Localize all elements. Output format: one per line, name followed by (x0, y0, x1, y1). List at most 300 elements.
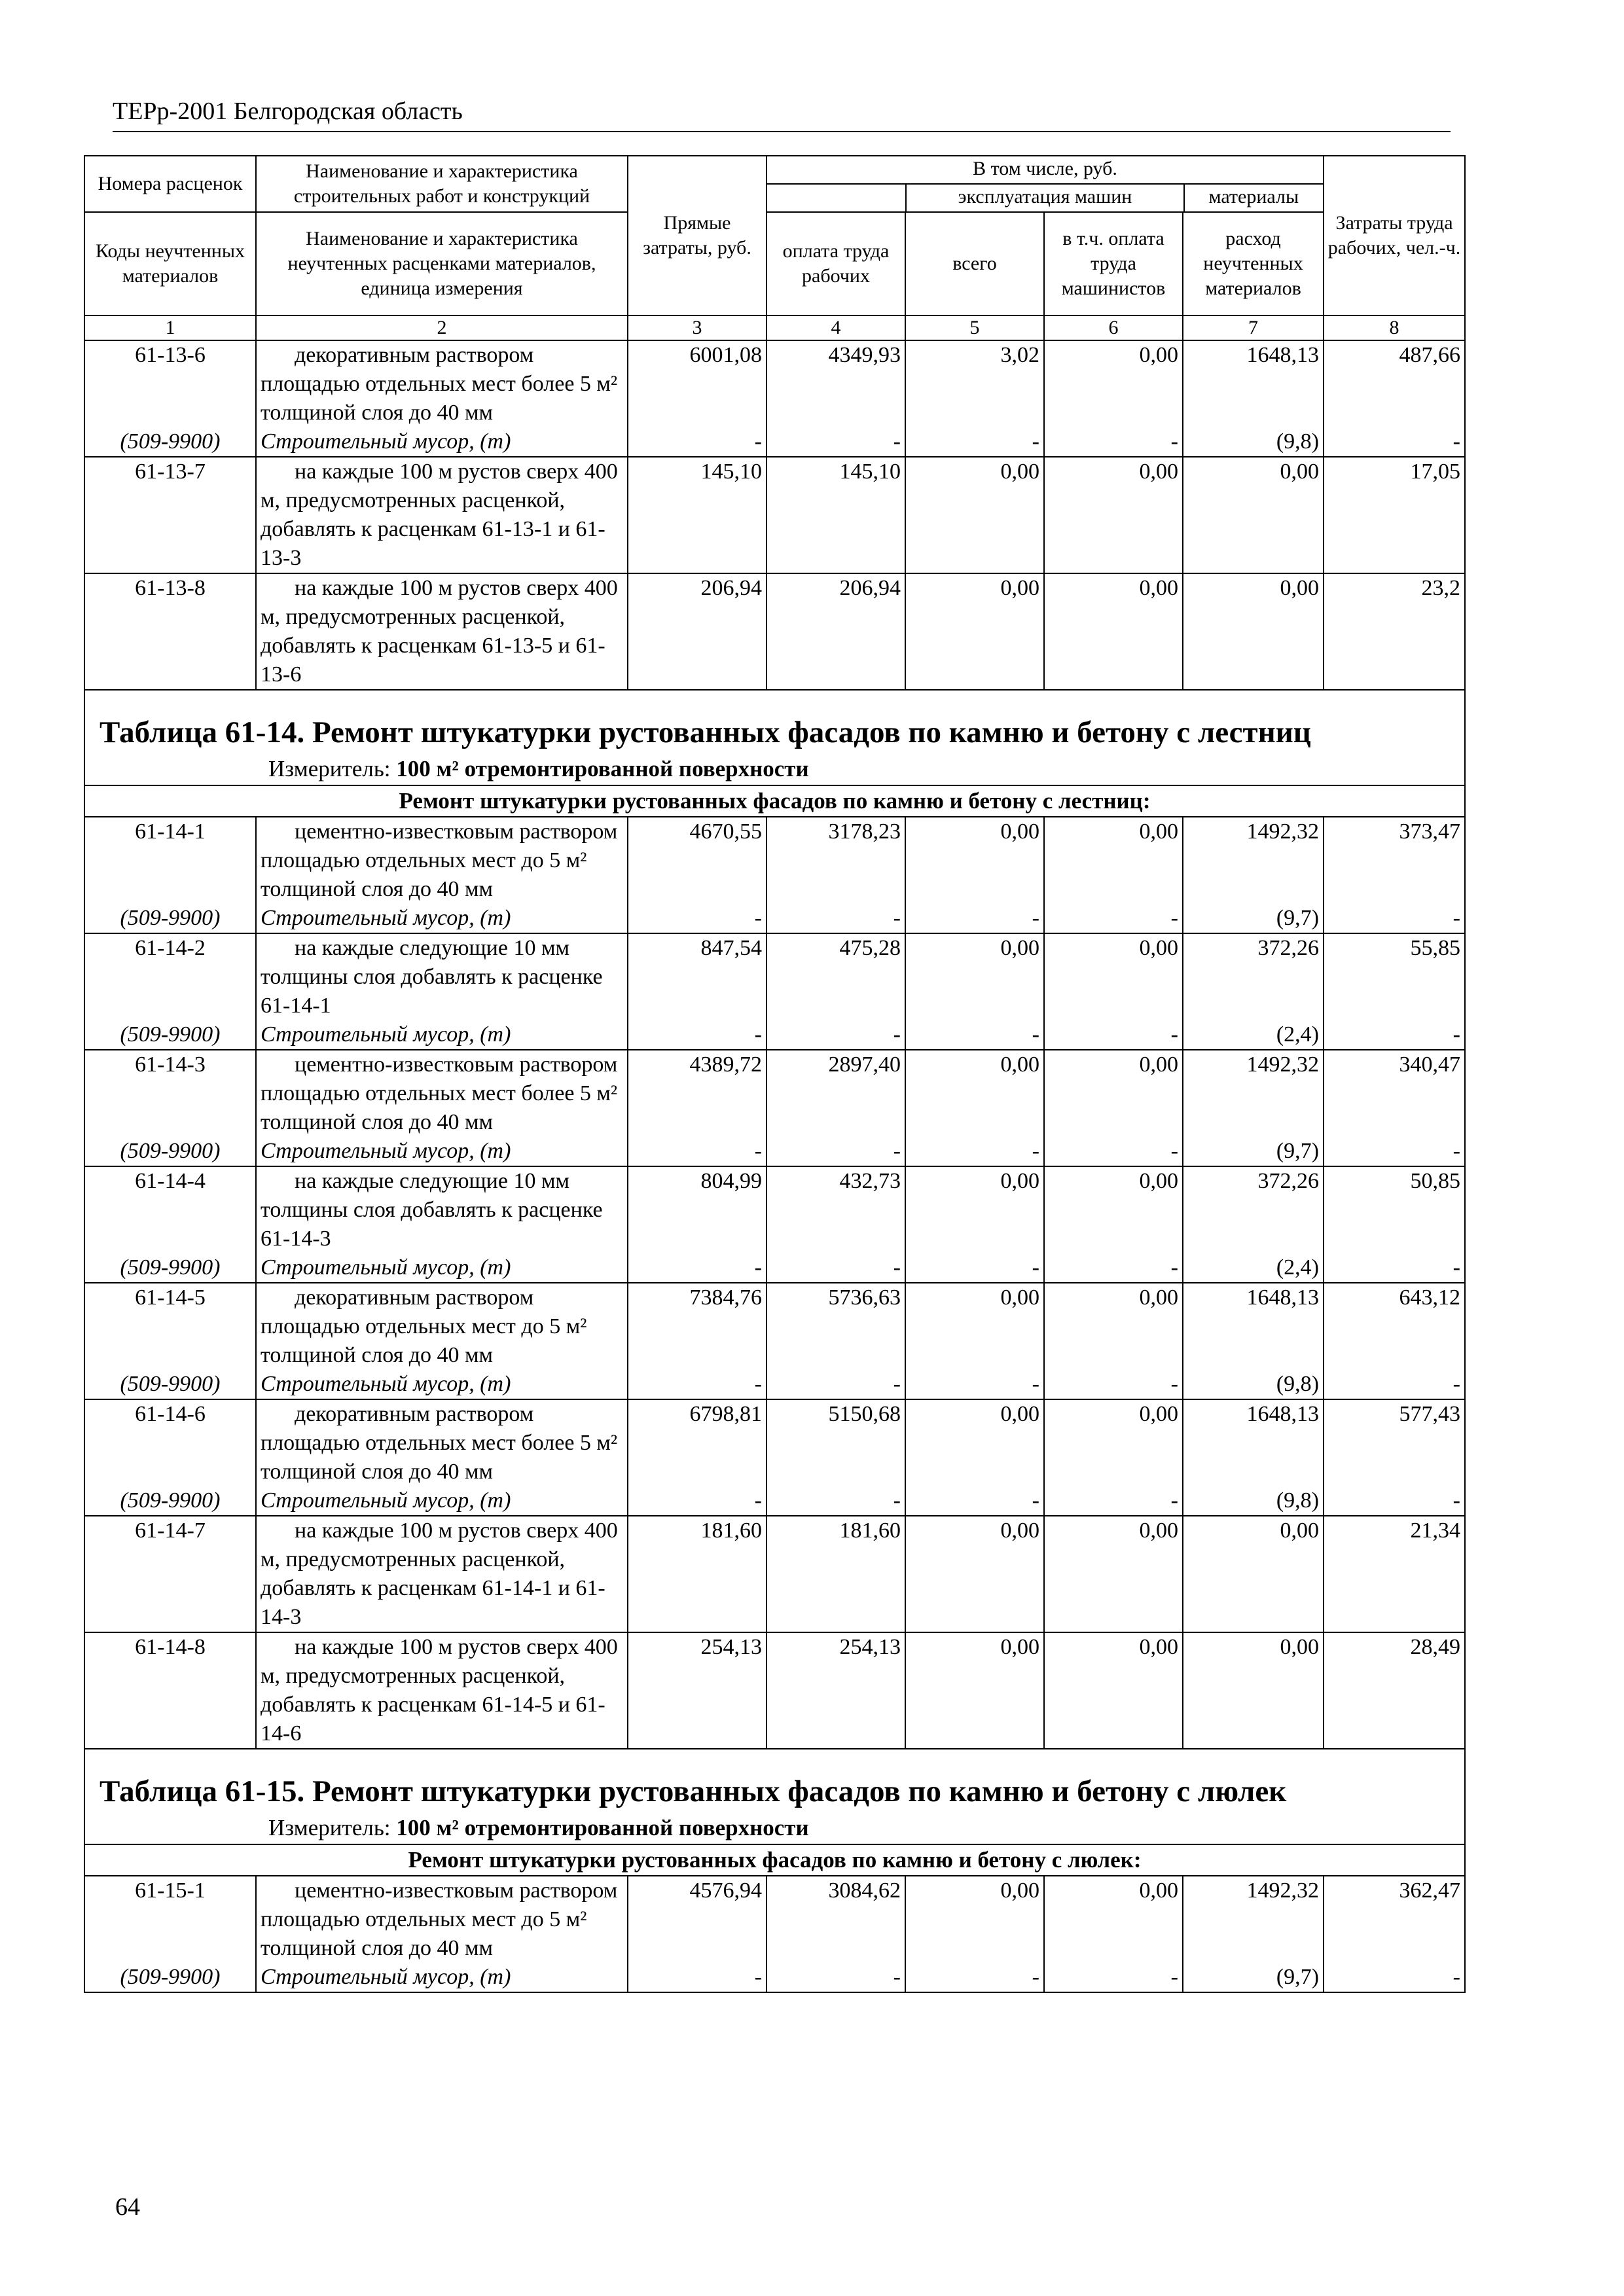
table-row (84, 340, 1465, 457)
rate-code-cell (84, 817, 256, 933)
work-name-cell (256, 340, 628, 457)
table-title: Таблица 61-14. Ремонт штукатурки рустованных фасадов по камню и бетону с лестниц (84, 690, 1465, 753)
rate-value: 372,26 (1257, 1169, 1319, 1193)
material-value: - (754, 1255, 762, 1280)
rate-code: 61-14-4 (135, 1169, 206, 1193)
material-value: - (1170, 1139, 1178, 1163)
col-number: 7 (1183, 315, 1324, 340)
work-name: на каждые следующие 10 мм толщины слоя добавлять к расценке 61-14-1 (261, 936, 603, 1018)
material-code: (509-9900) (120, 1965, 221, 1989)
col-header-1-top: Номера расценок (84, 156, 256, 212)
measure-label: Измеритель: (268, 1815, 391, 1840)
rate-value: 0,00 (1000, 576, 1039, 600)
rate-code: 61-14-8 (135, 1635, 206, 1659)
value-cell (628, 1283, 767, 1399)
work-name: цементно-известковым раствором площадью отдельных мест более 5 м² толщиной слоя до 40 мм (261, 1052, 618, 1134)
value-cell (1044, 1876, 1183, 1992)
material-value: - (754, 429, 762, 454)
value-cell (1324, 1283, 1465, 1399)
material-value: - (1453, 1139, 1460, 1163)
material-code: (509-9900) (120, 1022, 221, 1047)
value-cell (1324, 1632, 1465, 1749)
material-value: - (1032, 1022, 1039, 1047)
value-cell (1324, 457, 1465, 573)
rate-value: 181,60 (839, 1518, 901, 1543)
rate-value: 0,00 (1000, 1878, 1039, 1903)
rates-table (84, 155, 1466, 1993)
table-title-row (84, 690, 1465, 753)
value-cell (1044, 340, 1183, 457)
page-number: 64 (115, 2193, 140, 2221)
material-value: - (893, 1965, 901, 1989)
rate-value: 21,34 (1410, 1518, 1460, 1543)
work-name: декоративным раствором площадью отдельных мест более 5 м² толщиной слоя до 40 мм (261, 1402, 618, 1484)
rate-code: 61-14-5 (135, 1285, 206, 1310)
rate-value: 181,60 (700, 1518, 762, 1543)
material-value: - (754, 906, 762, 930)
col-header-3: Прямые затраты, руб. (628, 156, 767, 315)
work-name: на каждые 100 м рустов сверх 400 м, предусмотренных расценкой, добавлять к расценкам 61-13-5 и 61-13-6 (261, 576, 618, 687)
value-cell (767, 1632, 905, 1749)
value-cell (767, 1876, 905, 1992)
rate-value: 3178,23 (828, 819, 901, 844)
rate-code-cell (84, 573, 256, 690)
rate-value: 145,10 (839, 459, 901, 484)
rate-value: 475,28 (839, 936, 901, 960)
measure-cell (84, 753, 1465, 785)
value-cell (905, 1283, 1044, 1399)
value-cell (628, 1516, 767, 1632)
rate-value: 3,02 (1000, 343, 1039, 367)
value-cell (767, 340, 905, 457)
material-value: (9,8) (1276, 1372, 1319, 1396)
rate-code: 61-14-3 (135, 1052, 206, 1077)
work-name: на каждые 100 м рустов сверх 400 м, предусмотренных расценкой, добавлять к расценкам 61-14-5 и 61-14-6 (261, 1635, 618, 1746)
material-name: Строительный мусор, (т) (261, 1965, 511, 1989)
value-cell (905, 817, 1044, 933)
rate-value: 1648,13 (1246, 1285, 1319, 1310)
measure-label: Измеритель: (268, 756, 391, 781)
table-row (84, 1399, 1465, 1516)
rate-value: 1492,32 (1246, 1878, 1319, 1903)
col-header-8: Затраты труда рабочих, чел.-ч. (1324, 156, 1465, 315)
col-header-5: всего (905, 212, 1044, 315)
work-name-cell (256, 1399, 628, 1516)
rate-value: 0,00 (1139, 1635, 1178, 1659)
material-value: - (1170, 1372, 1178, 1396)
value-cell (905, 933, 1044, 1050)
measure-row (84, 1812, 1465, 1844)
rate-value: 23,2 (1421, 576, 1460, 600)
rate-code-cell (84, 1516, 256, 1632)
col-number: 5 (905, 315, 1044, 340)
rate-value: 0,00 (1139, 936, 1178, 960)
rate-value: 4576,94 (689, 1878, 762, 1903)
measure-value: 100 м² отремонтированной поверхности (396, 756, 809, 781)
material-value: - (1170, 429, 1178, 454)
rate-value: 17,05 (1410, 459, 1460, 484)
table-row (84, 1876, 1465, 1992)
value-cell (767, 1283, 905, 1399)
col-number: 8 (1324, 315, 1465, 340)
rate-value: 0,00 (1139, 1169, 1178, 1193)
rate-value: 206,94 (700, 576, 762, 600)
value-cell (1183, 1399, 1324, 1516)
material-value: (9,8) (1276, 1488, 1319, 1513)
rate-value: 0,00 (1000, 1052, 1039, 1077)
table-row (84, 573, 1465, 690)
value-cell (628, 1050, 767, 1166)
rate-value: 0,00 (1000, 1169, 1039, 1193)
value-cell (1183, 1050, 1324, 1166)
rate-code-cell (84, 457, 256, 573)
material-value: (2,4) (1276, 1022, 1319, 1047)
material-value: - (1032, 1965, 1039, 1989)
material-code: (509-9900) (120, 429, 221, 454)
work-name-cell (256, 1050, 628, 1166)
value-cell (767, 817, 905, 933)
col-header-2-bottom: Наименование и характеристика неучтенных расценками материалов, единица измерения (256, 212, 628, 315)
rate-value: 0,00 (1139, 459, 1178, 484)
col-header-incl: В том числе, руб. (767, 156, 1323, 184)
work-name: декоративным раствором площадью отдельных мест более 5 м² толщиной слоя до 40 мм (261, 343, 618, 425)
material-value: - (754, 1139, 762, 1163)
col-header-materials: материалы (1208, 186, 1299, 207)
value-cell (1183, 933, 1324, 1050)
rate-value: 1492,32 (1246, 819, 1319, 844)
table-row (84, 1283, 1465, 1399)
rate-value: 362,47 (1399, 1878, 1460, 1903)
material-value: - (754, 1372, 762, 1396)
rate-value: 1648,13 (1246, 343, 1319, 367)
material-value: - (893, 1022, 901, 1047)
value-cell (1044, 457, 1183, 573)
value-cell (1044, 1166, 1183, 1283)
rate-value: 372,26 (1257, 936, 1319, 960)
value-cell (1044, 1050, 1183, 1166)
header-row-1 (84, 156, 1465, 212)
value-cell (767, 1516, 905, 1632)
value-cell (905, 457, 1044, 573)
rate-value: 804,99 (700, 1169, 762, 1193)
material-name: Строительный мусор, (т) (261, 1372, 511, 1396)
value-cell (1324, 933, 1465, 1050)
material-value: - (1453, 906, 1460, 930)
rate-value: 0,00 (1000, 459, 1039, 484)
material-value: - (893, 1139, 901, 1163)
material-value: (9,8) (1276, 429, 1319, 454)
work-name: на каждые 100 м рустов сверх 400 м, предусмотренных расценкой, добавлять к расценкам 61-14-1 и 61-14-3 (261, 1518, 618, 1629)
value-cell (1044, 1516, 1183, 1632)
material-value: - (1032, 906, 1039, 930)
material-value: - (1453, 1488, 1460, 1513)
table-row (84, 933, 1465, 1050)
rate-value: 5736,63 (828, 1285, 901, 1310)
value-cell (628, 340, 767, 457)
value-cell (1324, 573, 1465, 690)
rate-value: 0,00 (1139, 576, 1178, 600)
value-cell (628, 1166, 767, 1283)
rate-value: 2897,40 (828, 1052, 901, 1077)
value-cell (767, 457, 905, 573)
value-cell (1183, 573, 1324, 690)
table-title-row (84, 1749, 1465, 1812)
rate-value: 0,00 (1139, 1878, 1178, 1903)
value-cell (767, 933, 905, 1050)
rate-value: 0,00 (1280, 1518, 1319, 1543)
rate-code-cell (84, 1632, 256, 1749)
rate-value: 3084,62 (828, 1878, 901, 1903)
col-header-6: в т.ч. оплата труда машинистов (1044, 212, 1183, 315)
value-cell (628, 933, 767, 1050)
material-value: - (1032, 1488, 1039, 1513)
rate-value: 4389,72 (689, 1052, 762, 1077)
col-header-4: оплата труда рабочих (767, 212, 905, 315)
rate-value: 0,00 (1000, 1518, 1039, 1543)
material-name: Строительный мусор, (т) (261, 1139, 511, 1163)
rate-value: 577,43 (1399, 1402, 1460, 1426)
material-value: - (1170, 906, 1178, 930)
value-cell (767, 1399, 905, 1516)
rate-value: 0,00 (1139, 343, 1178, 367)
value-cell (1183, 1876, 1324, 1992)
material-value: - (1032, 429, 1039, 454)
value-cell (905, 340, 1044, 457)
value-cell (1044, 1399, 1183, 1516)
table-row (84, 1050, 1465, 1166)
material-value: - (1170, 1965, 1178, 1989)
col-number: 2 (256, 315, 628, 340)
work-name-cell (256, 1876, 628, 1992)
value-cell (628, 1632, 767, 1749)
rate-value: 0,00 (1139, 819, 1178, 844)
material-value: - (754, 1022, 762, 1047)
rate-value: 1492,32 (1246, 1052, 1319, 1077)
material-value: - (1032, 1372, 1039, 1396)
rate-code: 61-15-1 (135, 1878, 206, 1903)
material-value: (9,7) (1276, 1139, 1319, 1163)
rate-code: 61-14-1 (135, 819, 206, 844)
section-row (84, 785, 1465, 817)
rate-code-cell (84, 1283, 256, 1399)
material-name: Строительный мусор, (т) (261, 429, 511, 454)
rate-value: 0,00 (1280, 1635, 1319, 1659)
material-value: - (1453, 1255, 1460, 1280)
value-cell (1044, 1632, 1183, 1749)
rate-code-cell (84, 1050, 256, 1166)
rate-value: 847,54 (700, 936, 762, 960)
material-name: Строительный мусор, (т) (261, 1255, 511, 1280)
rate-value: 6798,81 (689, 1402, 762, 1426)
value-cell (628, 1876, 767, 1992)
rate-code-cell (84, 1166, 256, 1283)
value-cell (1183, 340, 1324, 457)
material-value: - (754, 1488, 762, 1513)
material-value: - (1170, 1022, 1178, 1047)
rate-value: 1648,13 (1246, 1402, 1319, 1426)
measure-row (84, 753, 1465, 785)
value-cell (1324, 817, 1465, 933)
measure-cell (84, 1812, 1465, 1844)
work-name: на каждые следующие 10 мм толщины слоя добавлять к расценке 61-14-3 (261, 1169, 603, 1251)
work-name-cell (256, 1166, 628, 1283)
rate-code: 61-14-6 (135, 1402, 206, 1426)
col-number: 1 (84, 315, 256, 340)
value-cell (905, 1050, 1044, 1166)
rate-value: 487,66 (1399, 343, 1460, 367)
material-value: - (1453, 1372, 1460, 1396)
col-number: 3 (628, 315, 767, 340)
value-cell (767, 1166, 905, 1283)
material-code: (509-9900) (120, 1255, 221, 1280)
table-title: Таблица 61-15. Ремонт штукатурки рустованных фасадов по камню и бетону с люлек (84, 1749, 1465, 1812)
material-code: (509-9900) (120, 1488, 221, 1513)
rate-value: 373,47 (1399, 819, 1460, 844)
rate-value: 7384,76 (689, 1285, 762, 1310)
rate-code-cell (84, 1399, 256, 1516)
header-rule (113, 131, 1451, 132)
col-header-incl-group (767, 156, 1324, 212)
material-value: - (754, 1965, 762, 1989)
material-value: - (893, 1255, 901, 1280)
value-cell (1183, 1516, 1324, 1632)
rate-value: 432,73 (839, 1169, 901, 1193)
value-cell (1324, 340, 1465, 457)
rate-value: 0,00 (1139, 1052, 1178, 1077)
value-cell (1044, 933, 1183, 1050)
value-cell (905, 1166, 1044, 1283)
value-cell (1324, 1050, 1465, 1166)
table-row (84, 1632, 1465, 1749)
col-number-row (84, 315, 1465, 340)
rate-value: 145,10 (700, 459, 762, 484)
rate-value: 0,00 (1139, 1402, 1178, 1426)
material-value: - (1032, 1139, 1039, 1163)
value-cell (767, 573, 905, 690)
value-cell (767, 1050, 905, 1166)
value-cell (1044, 817, 1183, 933)
running-header: ТЕРр-2001 Белгородская область (113, 98, 463, 125)
material-name: Строительный мусор, (т) (261, 906, 511, 930)
section-row (84, 1844, 1465, 1876)
value-cell (1324, 1516, 1465, 1632)
value-cell (1044, 1283, 1183, 1399)
material-value: - (1453, 1022, 1460, 1047)
material-code: (509-9900) (120, 1139, 221, 1163)
rate-value: 28,49 (1410, 1635, 1460, 1659)
material-value: - (1170, 1488, 1178, 1513)
rate-value: 0,00 (1000, 1285, 1039, 1310)
material-value: - (893, 906, 901, 930)
material-value: - (893, 429, 901, 454)
work-name: на каждые 100 м рустов сверх 400 м, предусмотренных расценкой, добавлять к расценкам 61-13-1 и 61-13-3 (261, 459, 618, 570)
rate-value: 0,00 (1000, 936, 1039, 960)
rate-value: 0,00 (1000, 1402, 1039, 1426)
value-cell (1183, 817, 1324, 933)
rate-code: 61-13-7 (135, 459, 206, 484)
rate-value: 643,12 (1399, 1285, 1460, 1310)
rate-value: 206,94 (839, 576, 901, 600)
rate-value: 6001,08 (689, 343, 762, 367)
material-value: - (1170, 1255, 1178, 1280)
rate-code: 61-14-2 (135, 936, 206, 960)
material-value: - (1453, 1965, 1460, 1989)
table-row (84, 1516, 1465, 1632)
value-cell (1183, 1166, 1324, 1283)
value-cell (1183, 1632, 1324, 1749)
work-name-cell (256, 817, 628, 933)
work-name-cell (256, 1516, 628, 1632)
rate-code: 61-13-6 (135, 343, 206, 367)
rate-value: 55,85 (1410, 936, 1460, 960)
material-value: (9,7) (1276, 1965, 1319, 1989)
rate-value: 4670,55 (689, 819, 762, 844)
col-header-machines: эксплуатация машин (906, 184, 1184, 211)
rate-value: 0,00 (1280, 576, 1319, 600)
work-name: цементно-известковым раствором площадью отдельных мест до 5 м² толщиной слоя до 40 мм (261, 819, 618, 901)
rate-value: 0,00 (1000, 819, 1039, 844)
rate-code: 61-13-8 (135, 576, 206, 600)
rate-value: 0,00 (1000, 1635, 1039, 1659)
section-heading: Ремонт штукатурки рустованных фасадов по камню и бетону с лестниц: (84, 785, 1465, 817)
value-cell (1044, 573, 1183, 690)
material-name: Строительный мусор, (т) (261, 1022, 511, 1047)
work-name: декоративным раствором площадью отдельных мест до 5 м² толщиной слоя до 40 мм (261, 1285, 587, 1367)
value-cell (1324, 1876, 1465, 1992)
col-header-7: расход неучтенных материалов (1183, 212, 1324, 315)
value-cell (1324, 1166, 1465, 1283)
work-name-cell (256, 1283, 628, 1399)
material-code: (509-9900) (120, 906, 221, 930)
value-cell (905, 1632, 1044, 1749)
material-value: - (1032, 1255, 1039, 1280)
material-value: (2,4) (1276, 1255, 1319, 1280)
material-name: Строительный мусор, (т) (261, 1488, 511, 1513)
value-cell (1324, 1399, 1465, 1516)
value-cell (628, 457, 767, 573)
value-cell (628, 817, 767, 933)
rate-value: 254,13 (700, 1635, 762, 1659)
value-cell (905, 1876, 1044, 1992)
work-name: цементно-известковым раствором площадью отдельных мест до 5 м² толщиной слоя до 40 мм (261, 1878, 618, 1960)
rate-value: 340,47 (1399, 1052, 1460, 1077)
measure-value: 100 м² отремонтированной поверхности (396, 1815, 809, 1840)
value-cell (1183, 457, 1324, 573)
work-name-cell (256, 933, 628, 1050)
rate-value: 4349,93 (828, 343, 901, 367)
material-value: - (893, 1488, 901, 1513)
material-value: - (1453, 429, 1460, 454)
material-code: (509-9900) (120, 1372, 221, 1396)
rate-value: 5150,68 (828, 1402, 901, 1426)
col-number: 4 (767, 315, 905, 340)
work-name-cell (256, 573, 628, 690)
value-cell (905, 573, 1044, 690)
work-name-cell (256, 457, 628, 573)
value-cell (628, 573, 767, 690)
rate-code-cell (84, 340, 256, 457)
rate-value: 0,00 (1139, 1518, 1178, 1543)
col-header-2-top: Наименование и характеристика строительных работ и конструкций (256, 156, 628, 212)
col-number: 6 (1044, 315, 1183, 340)
table-row (84, 1166, 1465, 1283)
value-cell (1183, 1283, 1324, 1399)
value-cell (628, 1399, 767, 1516)
table-row (84, 817, 1465, 933)
value-cell (905, 1516, 1044, 1632)
work-name-cell (256, 1632, 628, 1749)
material-value: - (893, 1372, 901, 1396)
